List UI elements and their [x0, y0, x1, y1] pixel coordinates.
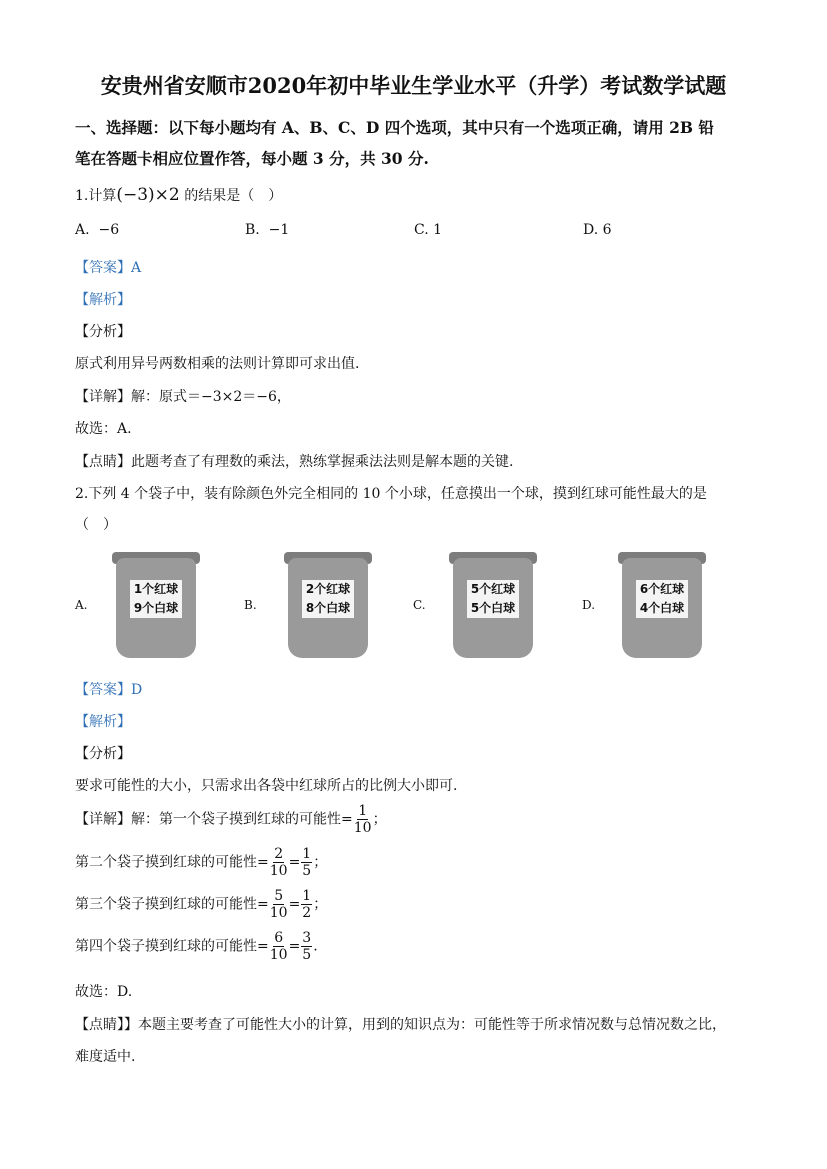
fraction-numerator: 1: [358, 803, 368, 819]
bag-label-red: 6个红球: [639, 582, 685, 596]
fraction-denominator: 10: [269, 905, 288, 921]
q2-detail-1: [75, 803, 387, 836]
q1-option-value: −6: [98, 222, 120, 238]
q2-detail-suffix: ；: [313, 854, 328, 871]
q1-option-letter: A.: [75, 222, 90, 238]
fraction: [270, 930, 288, 963]
bag-label: [636, 580, 688, 618]
fraction: [270, 846, 288, 879]
q2-fenxi-tag: 【分析】: [75, 746, 131, 762]
q1-option-letter: B.: [245, 222, 260, 238]
q2-answer: 【答案】D: [75, 682, 143, 698]
bag-label-white: 5个白球: [470, 601, 516, 615]
q1-comment: 【点睛】此题考查了有理数的乘法，熟练掌握乘法法则是解本题的关键.: [75, 454, 514, 470]
q2-detail-suffix: ；: [372, 811, 387, 828]
q1-stem-prefix: 1.计算: [75, 188, 117, 204]
q1-stem: [75, 185, 282, 205]
bag-label-red: 2个红球: [305, 582, 351, 596]
fraction-denominator: 2: [302, 905, 312, 921]
q1-detail: 【详解】解：原式＝−3×2＝−6，: [75, 389, 291, 405]
fraction: [354, 803, 372, 836]
q2-comment-line2: 难度适中.: [75, 1049, 136, 1065]
q1-choose: 故选：A.: [75, 421, 132, 437]
bag-label-white: 9个白球: [133, 601, 179, 615]
q2-detail-suffix: .: [313, 938, 318, 955]
q1-option-c: [414, 222, 442, 238]
page-title: 安贵州省安顺市2020年初中毕业生学业水平（升学）考试数学试题: [100, 73, 727, 98]
fraction: [301, 846, 312, 879]
bag-label-white: 8个白球: [305, 601, 351, 615]
q2-detail-prefix: 第三个袋子摸到红球的可能性=: [75, 896, 269, 913]
fraction-numerator: 6: [274, 930, 284, 946]
section-heading-line2: 笔在答题卡相应位置作答，每小题 3 分，共 30 分.: [75, 149, 429, 168]
q2-option-letter-b: B.: [244, 598, 257, 612]
q2-detail-prefix: 第二个袋子摸到红球的可能性=: [75, 854, 269, 871]
q2-detail-prefix: 【详解】解：第一个袋子摸到红球的可能性=: [75, 811, 353, 828]
fraction: [270, 888, 288, 921]
q2-option-letter-c: C.: [413, 598, 426, 612]
q1-fenxi-tag: 【分析】: [75, 324, 131, 340]
bag-label: [467, 580, 519, 618]
q2-bag-d: [616, 552, 708, 658]
fraction-denominator: 10: [353, 820, 372, 836]
q1-option-b: [245, 222, 289, 238]
equals-sign: =: [288, 896, 301, 913]
q2-bag-c: [447, 552, 539, 658]
q1-stem-suffix: 的结果是（ ）: [184, 188, 283, 204]
q2-detail-3: [75, 888, 327, 921]
fraction-numerator: 1: [302, 846, 312, 862]
bag-label: [130, 580, 182, 618]
section-heading-line1: 一、选择题：以下每小题均有 A、B、C、D 四个选项，其中只有一个选项正确，请用 2B 铅: [75, 118, 714, 137]
q2-stem-line2: （ ）: [75, 517, 117, 533]
fraction-denominator: 5: [302, 863, 312, 879]
q2-detail-2: [75, 846, 327, 879]
fraction-numerator: 2: [274, 846, 284, 862]
q1-expression: (−3)×2: [116, 185, 180, 205]
q2-bag-a: [110, 552, 202, 658]
q2-stem-line1: 2.下列 4 个袋子中，装有除颜色外完全相同的 10 个小球，任意摸出一个球，摸到红球可能性最大的是: [75, 486, 707, 502]
equals-sign: =: [288, 854, 301, 871]
q2-analysis-tag: 【解析】: [75, 714, 131, 730]
equals-sign: =: [288, 938, 301, 955]
fraction-denominator: 5: [302, 947, 312, 963]
fraction-denominator: 10: [269, 863, 288, 879]
q2-choose: 故选：D.: [75, 984, 133, 1000]
q2-detail-prefix: 第四个袋子摸到红球的可能性=: [75, 938, 269, 955]
fraction-numerator: 5: [274, 888, 284, 904]
q1-analysis-tag: 【解析】: [75, 292, 131, 308]
q2-option-letter-a: A.: [75, 598, 88, 612]
q1-option-value: 6: [602, 222, 612, 238]
q2-fenxi: 要求可能性的大小，只需求出各袋中红球所占的比例大小即可.: [75, 778, 458, 794]
q2-comment-line1: 【点睛】】本题主要考查了可能性大小的计算，用到的知识点为：可能性等于所求情况数与总情况数之比，: [75, 1017, 726, 1033]
q2-option-letter-d: D.: [582, 598, 596, 612]
q2-bag-b: [282, 552, 374, 658]
q1-option-value: 1: [433, 222, 443, 238]
q1-option-d: [583, 222, 612, 238]
q1-option-a: [75, 222, 119, 238]
fraction-denominator: 10: [269, 947, 288, 963]
fraction: [301, 930, 312, 963]
fraction-numerator: 1: [302, 888, 312, 904]
bag-label: [302, 580, 354, 618]
fraction-numerator: 3: [302, 930, 312, 946]
q1-option-letter: D.: [583, 222, 599, 238]
q2-detail-suffix: ；: [313, 896, 328, 913]
q1-option-value: −1: [268, 222, 290, 238]
q1-fenxi: 原式利用异号两数相乘的法则计算即可求出值.: [75, 356, 360, 372]
fraction: [301, 888, 312, 921]
bag-label-red: 1个红球: [133, 582, 179, 596]
bag-label-red: 5个红球: [470, 582, 516, 596]
q1-option-letter: C.: [414, 222, 429, 238]
q1-answer: 【答案】A: [75, 260, 142, 276]
bag-label-white: 4个白球: [639, 601, 685, 615]
q2-detail-4: [75, 930, 318, 963]
